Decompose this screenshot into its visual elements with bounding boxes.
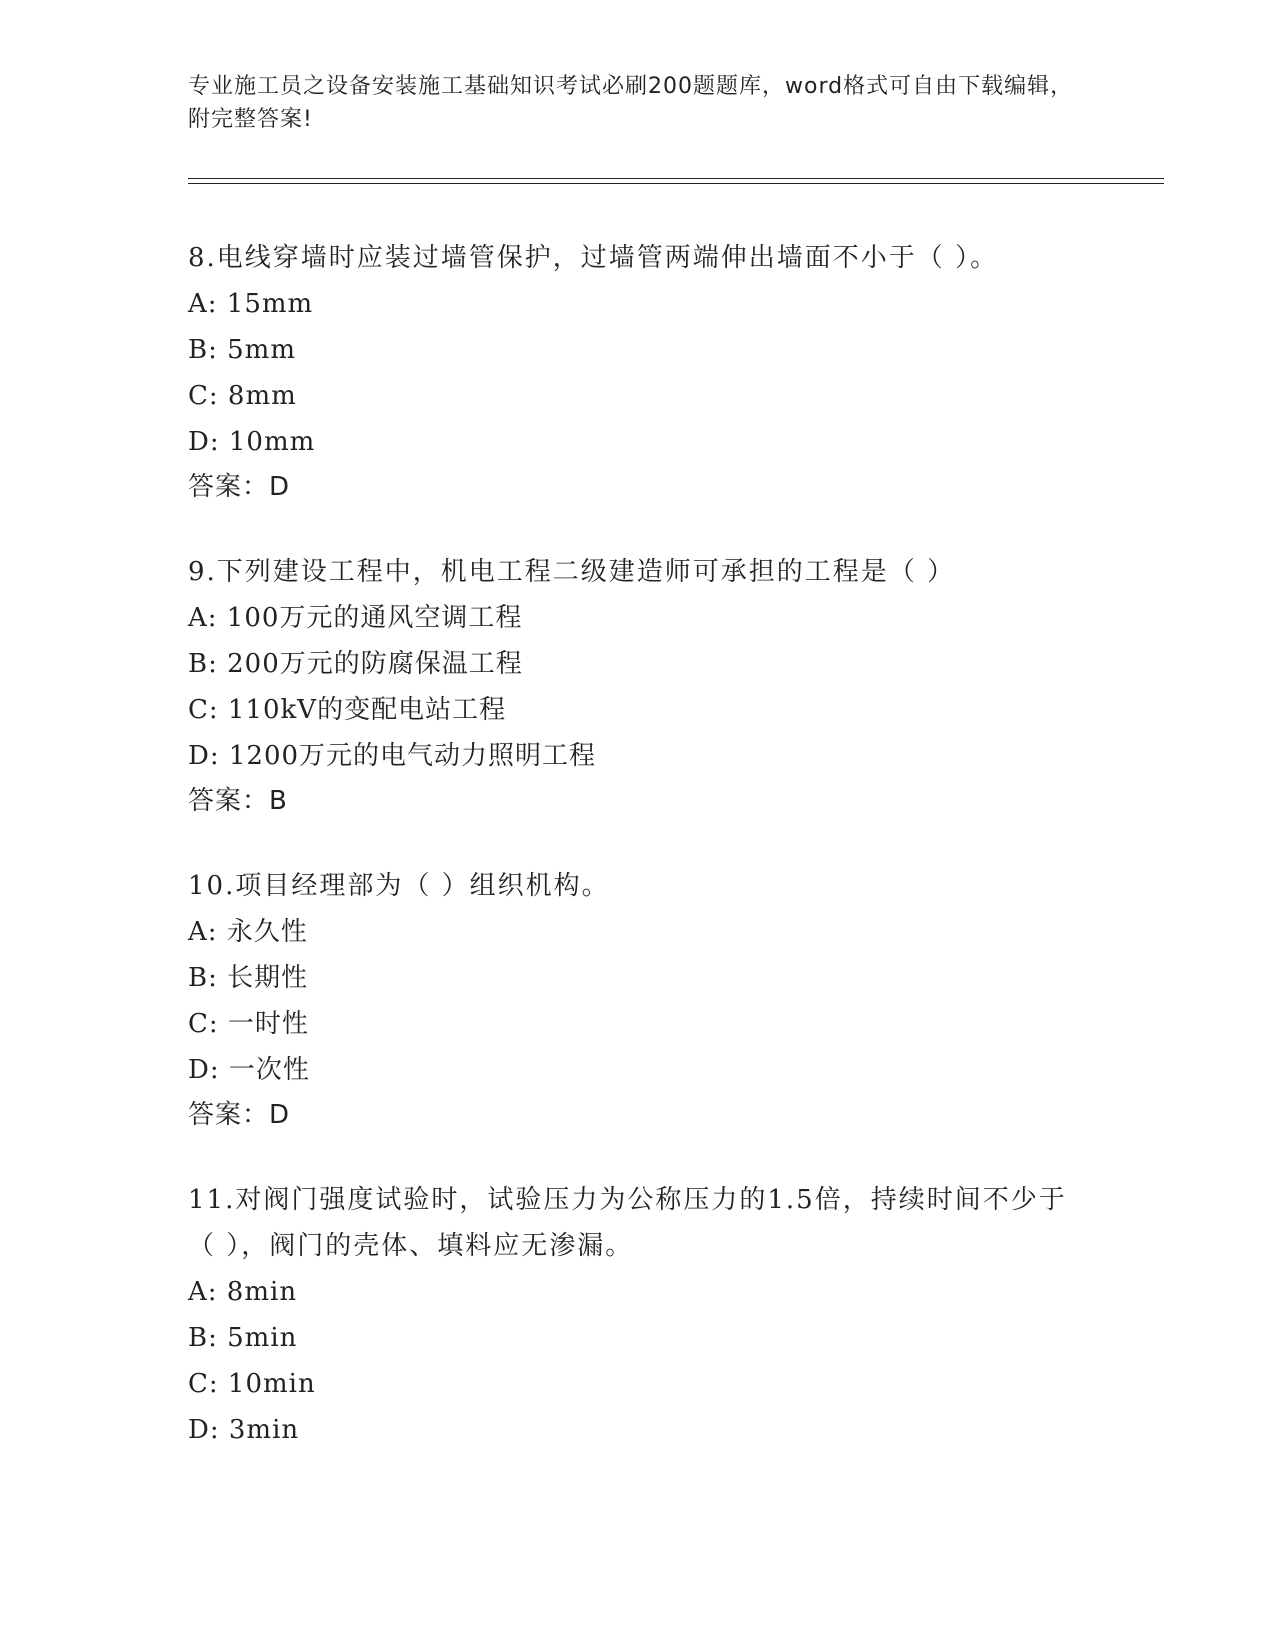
option-a: A: 100万元的通风空调工程 [188, 603, 523, 633]
option-a: A: 永久性 [188, 917, 308, 947]
question-stem: 10.项目经理部为（ ）组织机构。 [188, 871, 610, 901]
answer-line: 答案：D [188, 472, 291, 502]
answer-line: 答案：D [188, 1100, 291, 1130]
question-list [188, 235, 1088, 1493]
answer-line: 答案：B [188, 786, 288, 816]
option-c: C: 110kV的变配电站工程 [188, 695, 507, 725]
option-d: D: 一次性 [188, 1055, 310, 1085]
header-divider [188, 178, 1164, 184]
option-c: C: 8mm [188, 381, 297, 411]
option-b: B: 5mm [188, 335, 296, 365]
document-header [188, 70, 1088, 136]
option-c: C: 10min [188, 1369, 316, 1399]
option-c: C: 一时性 [188, 1009, 309, 1039]
question-9 [188, 549, 1088, 823]
question-8 [188, 235, 1088, 509]
question-10 [188, 863, 1088, 1137]
option-a: A: 15mm [188, 289, 314, 319]
option-a: A: 8min [188, 1277, 298, 1307]
document-title: 专业施工员之设备安装施工基础知识考试必刷200题题库，word格式可自由下载编辑，附完整答案! [188, 74, 1074, 132]
option-d: D: 3min [188, 1415, 300, 1445]
question-stem: 11.对阀门强度试验时，试验压力为公称压力的1.5倍，持续时间不少于（ ），阀门的壳体、填料应无渗漏。 [188, 1185, 1067, 1261]
option-d: D: 1200万元的电气动力照明工程 [188, 741, 597, 771]
option-b: B: 200万元的防腐保温工程 [188, 649, 523, 679]
option-b: B: 长期性 [188, 963, 309, 993]
option-d: D: 10mm [188, 427, 316, 457]
question-stem: 9.下列建设工程中，机电工程二级建造师可承担的工程是（ ） [188, 557, 956, 587]
option-b: B: 5min [188, 1323, 298, 1353]
question-stem: 8.电线穿墙时应装过墙管保护，过墙管两端伸出墙面不小于（ ）。 [188, 243, 999, 273]
question-11 [188, 1177, 1088, 1453]
